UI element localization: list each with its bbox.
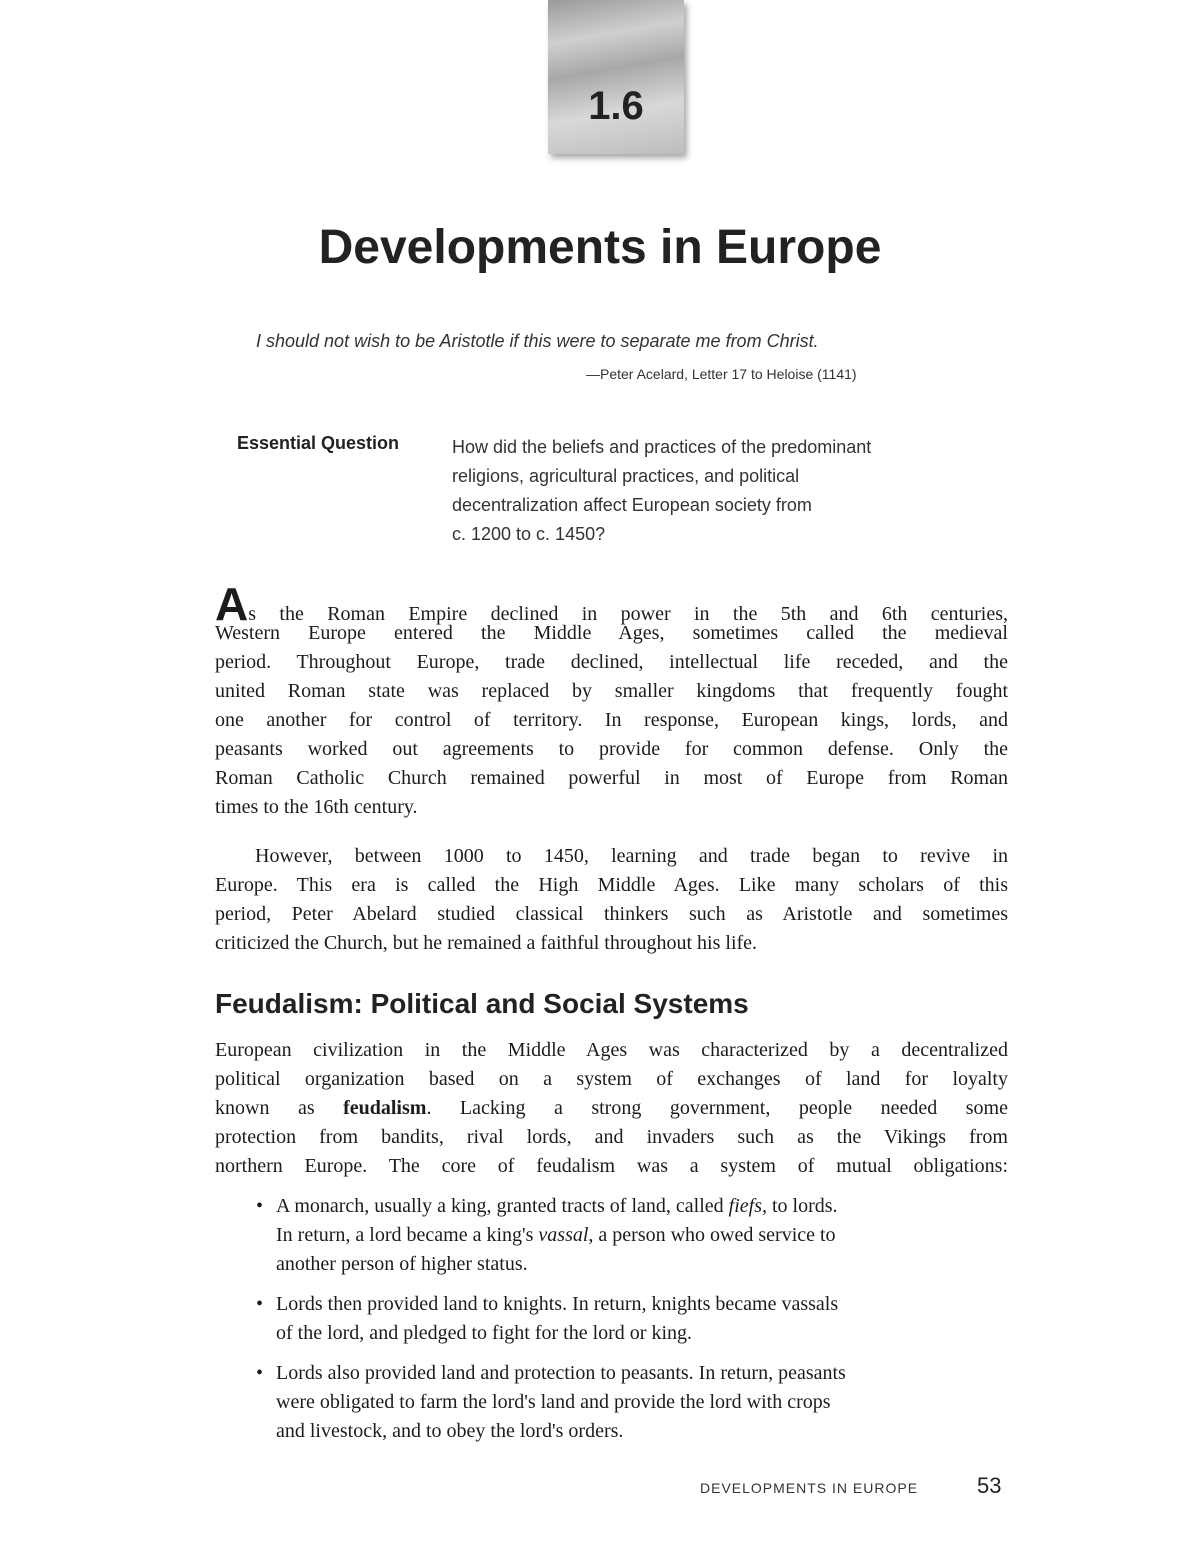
list-item-line: were obligated to farm the lord's land and provide the lord with crops [276, 1391, 831, 1413]
page-number: 53 [977, 1473, 1002, 1498]
key-term-vassal: vassal [538, 1224, 589, 1246]
paragraph-line: European civilization in the Middle Ages was characterized by a decentralized [215, 1039, 1008, 1061]
chapter-number: 1.6 [588, 84, 644, 128]
obligations-list [256, 1192, 1008, 1457]
intro-paragraph-1 [215, 578, 1008, 822]
list-item-text: to lords. [766, 1195, 838, 1217]
list-item-line [276, 1221, 1008, 1250]
page-title: Developments in Europe [318, 221, 882, 274]
paragraph-line: However, between 1000 to 1450, learning and trade began to revive in [255, 845, 1008, 867]
list-item-line: another person of higher status. [276, 1253, 528, 1275]
list-item-line [276, 1192, 1008, 1221]
paragraph-line: period, Peter Abelard studied classical thinkers such as Aristotle and sometimes [215, 903, 1008, 925]
key-term-feudalism: feudalism [343, 1097, 427, 1119]
paragraph-line: Europe. This era is called the High Middle Ages. Like many scholars of this [215, 874, 1008, 896]
essential-question-line: How did the beliefs and practices of the predominant [452, 437, 872, 457]
paragraph-line [215, 1094, 1008, 1123]
paragraph-line: Roman Catholic Church remained powerful in most of Europe from Roman [215, 767, 1008, 789]
intro-paragraph-2 [215, 842, 1008, 958]
epigraph-quote: I should not wish to be Aristotle if this were to separate me from Christ. [256, 331, 819, 351]
list-item [256, 1359, 1008, 1446]
section-heading: Feudalism: Political and Social Systems [215, 988, 749, 1019]
feudalism-paragraph [215, 1036, 1008, 1181]
list-item [256, 1290, 1008, 1348]
list-item-text: In return, a lord became a king's [276, 1224, 539, 1246]
list-item-line: of the lord, and pledged to fight for the lord or king. [276, 1322, 693, 1344]
essential-question-line: c. 1200 to c. 1450? [452, 524, 606, 544]
list-item-text: A monarch, usually a king, granted tracts of land, called [276, 1195, 729, 1217]
list-item-line: Lords then provided land to knights. In return, knights became vassals [276, 1293, 839, 1315]
bullet-icon: • [256, 1362, 264, 1384]
paragraph-line: peasants worked out agreements to provide for common defense. Only the [215, 738, 1008, 760]
drop-cap: A [215, 578, 249, 630]
paragraph-line: political organization based on a system of exchanges of land for loyalty [215, 1068, 1008, 1090]
paragraph-line [215, 578, 1008, 630]
paragraph-line: one another for control of territory. In response, European kings, lords, and [215, 709, 1008, 731]
key-term-fiefs: fiefs, [728, 1195, 767, 1217]
essential-question-line: religions, agricultural practices, and political [452, 466, 800, 486]
paragraph-line: times to the 16th century. [215, 796, 418, 818]
list-item [256, 1192, 1008, 1279]
running-head: DEVELOPMENTS IN EUROPE [700, 1480, 919, 1496]
paragraph-line-text: known as [215, 1097, 344, 1119]
paragraph-line-text: s the Roman Empire declined in power in the 5th and 6th centuries, [248, 603, 1008, 625]
bullet-icon: • [256, 1195, 264, 1217]
essential-question-text [452, 433, 997, 549]
epigraph-source: —Peter Acelard, Letter 17 to Heloise (1141) [586, 366, 857, 382]
chapter-tab [548, 0, 684, 154]
list-item-text: , a person who owed service to [588, 1224, 836, 1246]
essential-question-line: decentralization affect European society from [452, 495, 812, 515]
paragraph-line: Western Europe entered the Middle Ages, sometimes called the medieval [215, 622, 1008, 644]
paragraph-line-text: . Lacking a strong government, people needed some [426, 1097, 1008, 1119]
paragraph-line: northern Europe. The core of feudalism was a system of mutual obligations: [215, 1155, 1008, 1177]
paragraph-line: united Roman state was replaced by smaller kingdoms that frequently fought [215, 680, 1008, 702]
bullet-icon: • [256, 1293, 264, 1315]
list-item-line: Lords also provided land and protection to peasants. In return, peasants [276, 1362, 846, 1384]
list-item-line: and livestock, and to obey the lord's orders. [276, 1420, 624, 1442]
paragraph-line: period. Throughout Europe, trade declined, intellectual life receded, and the [215, 651, 1008, 673]
paragraph-line: protection from bandits, rival lords, and invaders such as the Vikings from [215, 1126, 1008, 1148]
essential-question-label: Essential Question [237, 433, 400, 453]
paragraph-line: criticized the Church, but he remained a faithful throughout his life. [215, 932, 758, 954]
